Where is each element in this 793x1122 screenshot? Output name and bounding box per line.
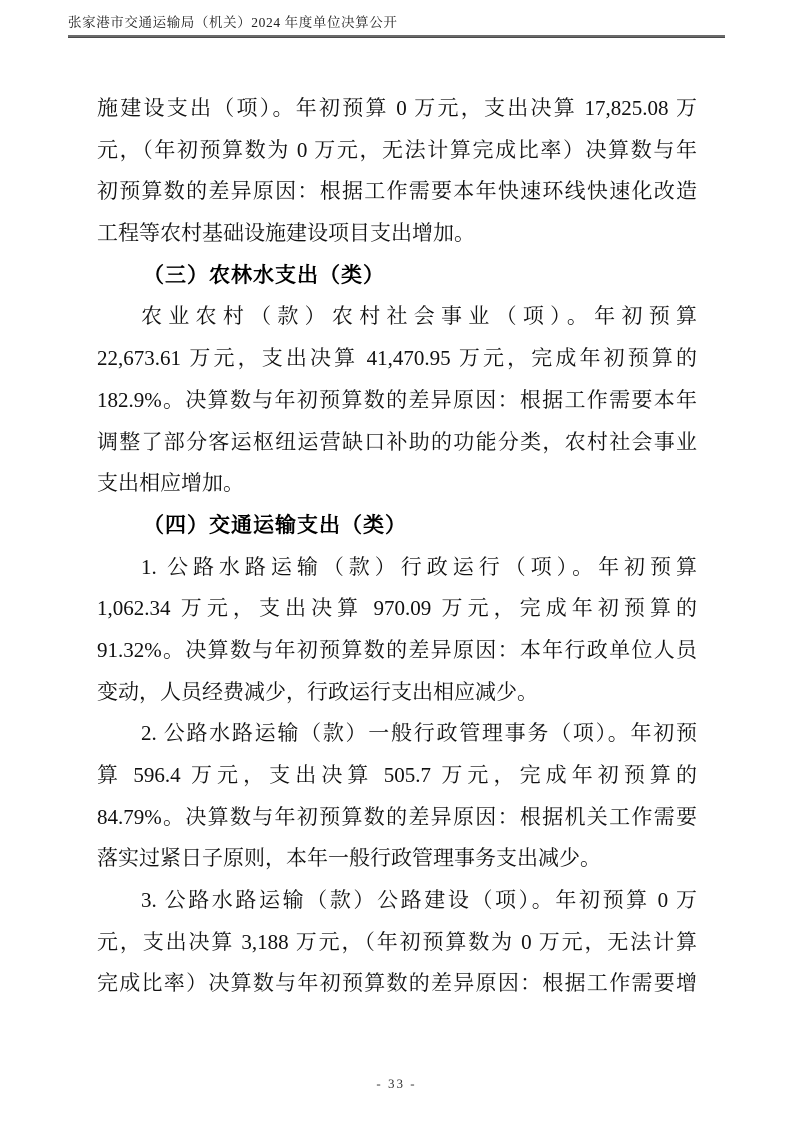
- text-line: 施建设支出（项）。年初预算 0 万元，支出决算 17,825.08 万: [97, 96, 697, 120]
- text-line: 算 596.4 万元，支出决算 505.7 万元，完成年初预算的: [97, 763, 697, 787]
- paragraph-infrastructure-tail: [97, 88, 697, 255]
- section-heading-transport: （四）交通运输支出（类）: [143, 512, 407, 537]
- text-line: 支出相应增加。: [97, 471, 244, 496]
- text-line: 91.32%。决算数与年初预算数的差异原因：本年行政单位人员: [97, 637, 697, 662]
- text-line: 完成比率）决算数与年初预算数的差异原因：根据工作需要增: [97, 971, 697, 996]
- text-line: 农业农村（款）农村社会事业（项）。年初预算: [141, 304, 697, 329]
- document-body: [97, 88, 697, 1005]
- page-footer: [0, 1076, 793, 1092]
- text-line: 调整了部分客运枢纽运营缺口补助的功能分类，农村社会事业: [97, 429, 697, 454]
- text-line: 落实过紧日子原则，本年一般行政管理事务支出减少。: [97, 846, 601, 871]
- text-line: 22,673.61 万元，支出决算 41,470.95 万元，完成年初预算的: [97, 346, 697, 371]
- text-line: 元，支出决算 3,188 万元，（年初预算数为 0 万元，无法计算: [97, 929, 697, 954]
- paragraph-transport-item1: [97, 547, 697, 714]
- text-line: 初预算数的差异原因：根据工作需要本年快速环线快速化改造: [97, 179, 697, 204]
- header-title: 张家港市交通运输局（机关）2024 年度单位决算公开: [68, 15, 398, 30]
- text-line: 变动，人员经费减少，行政运行支出相应减少。: [97, 679, 538, 704]
- page-header: [68, 11, 725, 38]
- text-line: 元，（年初预算数为 0 万元，无法计算完成比率）决算数与年: [97, 137, 697, 162]
- page-number: - 33 -: [376, 1076, 417, 1091]
- text-line: 工程等农村基础设施建设项目支出增加。: [97, 221, 475, 246]
- section-heading-agriculture: （三）农林水支出（类）: [143, 262, 385, 287]
- text-line: 182.9%。决算数与年初预算数的差异原因：根据工作需要本年: [97, 387, 697, 412]
- header-rule: [68, 35, 725, 38]
- text-line: 1,062.34 万元，支出决算 970.09 万元，完成年初预算的: [97, 596, 697, 621]
- text-line: 84.79%。决算数与年初预算数的差异原因：根据机关工作需要: [97, 804, 697, 829]
- paragraph-agriculture: [97, 296, 697, 504]
- text-line: 3. 公路水路运输（款）公路建设（项）。年初预算 0 万: [141, 888, 697, 913]
- text-line: 1. 公路水路运输（款）行政运行（项）。年初预算: [141, 554, 697, 579]
- paragraph-transport-item3: [97, 880, 697, 1005]
- paragraph-transport-item2: [97, 713, 697, 880]
- text-line: 2. 公路水路运输（款）一般行政管理事务（项）。年初预: [141, 721, 697, 746]
